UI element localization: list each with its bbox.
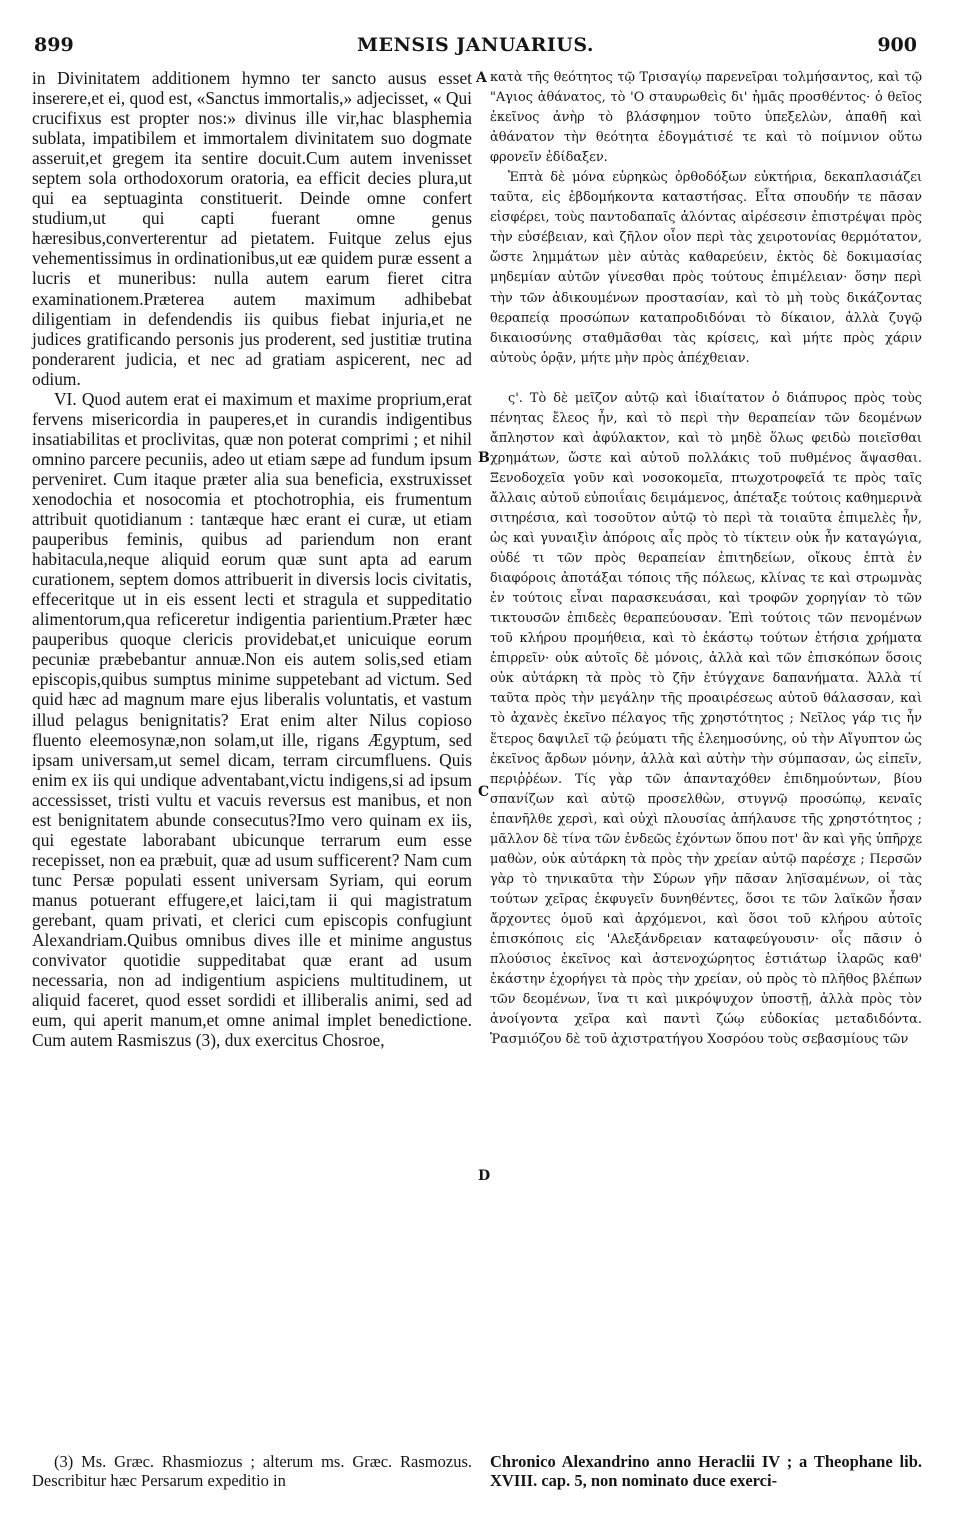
page-number-left: 899 bbox=[34, 34, 74, 56]
margin-letter-a: A bbox=[476, 70, 487, 86]
margin-letter-d: D bbox=[478, 1168, 491, 1184]
greek-paragraph-2: Ἑπτὰ δὲ μόνα εὑρηκὼς ὀρθοδόξων εὐκτήρια, δεκαπλασιάζει ταῦτα, εἰς ἑβδομήκοντα καταστήσας. Εἶτα σπουδήν τε πᾶσαν εἰσφέρει, τοὺς παντοδαπαῖς ἁλόντας αἱρέσεσιν ἐπιστρέψαι πρὸς τὴν εὐσέβειαν, καὶ ζῆλον οἷον περὶ τὰς χειροτονίας θερμότατον, ὥστε λημμάτων μὲν αὐτὰς καθαρεύειν, ἐκτὸς δὲ δοκιμασίας μηδεμίαν αὐτῶν γίνεσθαι πρὸς τούτους ἐπιμέλειαν· ὅσην περὶ τὴν τῶν ἀδικουμένων προστασίαν, καὶ τὸ μὴ τοὺς δικάζοντας θεραπείᾳ προσώπων καταπροδιδόναι τὸ δίκαιον, ἀλλὰ ζυγῷ δικαιοσύνης σταθμᾶσθαι τὰς κρίσεις, καὶ μήτε πρὸς χάριν αὐτοὺς ὁρᾷν, μήτε μὴν πρὸς ἀπέχθειαν. bbox=[490, 170, 922, 366]
margin-letter-c: C bbox=[478, 784, 490, 800]
latin-paragraph-2: VI. Quod autem erat ei maximum et maxime proprium,erat fervens misericordia in pauperes,et in curandis indigentibus insatiabilitas et proclivitas, quæ non poterat comprimi ; et nihil omnino parcere pecuniis, adeo ut etiam sæpe ad fundum ipsum perveniret. Cum itaque præter alia sua beneficia, exstruxisset xenodochia et nosocomia et ptochotrophia, eis frumentum attribuit quotidianum : tantæque hæc erant ei curæ, ut etiam pauperibus feminis, quibus ad pariendum non erant habitacula,neque aliquid eorum quæ sunt apta ad earum curationem, septem domos attribuerit in diversis locis civitatis, effeceritque ut in eis essent lecti et stragula et suppeditatio alimentorum,qua reficeretur indigentia parientium.Præter hæc pauperibus quoque clericis providebat,et unicuique eorum pecuniæ præbebantur annuæ.Non eis autem solis,sed etiam episcopis,quibus sumptus minime suppetebant ad victum. Sed quid hæc ad magnum mare ejus liberalis voluntatis, et vastum illud pelagus benignitatis? Erat enim alter Nilus copioso fluento eleemosynæ,non solam,ut ille, rigans Ægyptum, sed ipsam universam,ut semel dicam, terram circumfluens. Quis enim ex iis qui undique adventabant,victu indigens,si ad ipsum accessisset, tristi vultu et vacuis reversus est manibus, et non est benignitatem abunde consecutus?Imo vero quinam ex iis, qui egestate laborabant ubicunque terrarum eum esse recepisset, non ea præbuit, quæ ad usum sufficerent? Nam cum tunc Persæ populati essent universam Syriam, qui eorum manus potuerant effugere,et laici,tam ii qui magistratum gerebant, quam privati, et clerici cum episcopis confugiunt Alexandriam.Quibus omnibus dives ille et minime angustus convivator quotidie suppeditabat quæ erant ad usum necessaria, non ad indigentium aspiciens multitudinem, ut aliquid faceret, quod esset sordidi et illiberalis animi, sed ad eum, qui aperit manum,et omne animal implet benedictione. Cum autem Rasmiszus (3), dux exercitus Chosroe, bbox=[32, 388, 472, 1051]
page-header bbox=[34, 34, 917, 64]
greek-paragraph-1: κατὰ τῆς θεότητος τῷ Τρισαγίῳ παρενεῖραι τολμήσαντος, καὶ τῷ "Αγιος ἀθάνατος, τὸ 'Ο σταυρωθεὶς δι' ἡμᾶς προσθέντος· ὁ θεῖος ἐκεῖνος ἀνὴρ τὸ βλάσφημον τοῦτο ὑπεξελὼν, ἀπαθῆ καὶ ἀθάνατον τὴν θεότητα ἐδογμάτισέ τε καὶ τὸ ποίμνιον οὕτω φρονεῖν ἐδίδαξεν. bbox=[490, 70, 922, 166]
greek-paragraph-3: ς'. Τὸ δὲ μεῖζον αὐτῷ καὶ ἰδιαίτατον ὁ διάπυρος πρὸς τοὺς πένητας ἔλεος ἦν, καὶ τὸ περὶ τὴν θεραπείαν τῶν δεομένων ἄπληστον καὶ ἀφύλακτον, καὶ τὸ μηδὲ ὅλως φειδὼ ποιεῖσθαι χρημάτων, ὥστε καὶ αὐτοῦ πολλάκις τοῦ πυθμένος ἅψασθαι. Ξενοδοχεῖα γοῦν καὶ νοσοκομεῖα, πτωχοτροφεῖά τε πρὸς ταῖς ἄλλαις αὐτοῦ εὐποιΐαις δειμάμενος, ἀπέταξε τούτοις καθημερινὰ σιτηρέσια, καὶ τοσοῦτον αὐτῷ τὸ περὶ τὰ τοιαῦτα ἐπιμελὲς ἦν, ὡς καὶ γυναιξὶν ἀπόροις αἷς πρὸς τὸ τίκτειν οὐκ ἦν καταγώγια, οὐδέ τι τῶν πρὸς θεραπείαν ἐπιτηδείων, οἴκους ἑπτὰ ἐν διαφόροις ἀποτάξαι τόποις τῆς πόλεως, κλίνας τε καὶ στρωμνὰς ἐν τούτοις εἶναι παρασκευάσαι, καὶ τροφῶν χορηγίαν τὸ τῶν τικτουσῶν ἐπιδεὲς θεραπεύουσαν. Ἐπὶ τούτοις τῶν πενομένων τοῦ κλήρου προμήθεια, καὶ τὸ ἑκάστῳ τούτων ἐτήσια χρήματα ἐπιρρεῖν· οὐκ αὐτοῖς δὲ μόνοις, ἀλλὰ καὶ τῶν ἐπισκόπων ὅσοις οὐκ αὐτάρκη τὰ πρὸς τὸ ζῆν ἐτύγχανε δαπανήματα. Ἀλλὰ τί ταῦτα πρὸς τὴν μεγάλην τῆς προαιρέσεως αὐτοῦ θάλασσαν, καὶ τὸ ἀχανὲς ἐκεῖνο πέλαγος τῆς χρηστότητος ; Νεῖλος γάρ τις ἦν ἕτερος δαψιλεῖ τῷ ῥεύματι τῆς ἐλεημοσύνης, οὐ τὴν Αἴγυπτον ὡς ἐκεῖνος ἄρδων μόνην, ἀλλὰ καὶ αὐτὴν τὴν σύμπασαν, ὡς εἰπεῖν, περιῤῥέων. Τίς γὰρ τῶν ἁπανταχόθεν ἐπιδημούντων, βίου σπανίζων καὶ αὐτῷ προσελθὼν, στυγνῷ προσώπῳ, κεναῖς ἐπανῆλθε χερσὶ, καὶ οὐχὶ πλουσίας ἀπήλαυσε τῆς χρηστότητος ; μᾶλλον δὲ τίνα τῶν ἐνδεῶς ἐχόντων ὅπου ποτ' ἂν καὶ γῆς ὑπῆρχε μαθὼν, οὐκ αὐτάρκη τὰ πρὸς τὴν χρείαν αὐτῷ παρέσχε ; Περσῶν γὰρ τὸ τηνικαῦτα τὴν Σύρων γῆν πᾶσαν ληϊσαμένων, οἱ τὰς τούτων χεῖρας ἐκφυγεῖν δυνηθέντες, ὅσοι τε τῶν λαϊκῶν ἦσαν ἄρχοντες ὁμοῦ καὶ ἀρχόμενοι, καὶ ὅσοι τοῦ κλήρου αὐτοῖς ἐπισκόποις εἰς 'Αλεξάνδρειαν καταφεύγουσιν· οἷς πᾶσιν ὁ πλούσιος ἐκεῖνος καὶ ἀστενοχώρητος ἑστιάτωρ ἱλαρῶς καθ' ἑκάστην ἐχορήγει τὰ πρὸς τὴν χρείαν, οὐ πρὸς τὸ πλῆθος βλέπων τῶν δεομένων, ἵνα τι καὶ μικρόψυχον ὑποστῇ, ἀλλὰ πρὸς τὸν ἀνοίγοντα χεῖρα καὶ παντὶ ζώῳ εὐδοκίας μεταδιδόντα. Ῥασμιόζου δὲ τοῦ ἀχιστρατήγου Χοσρόου τοὺς σεβασμίους τῶν bbox=[490, 390, 922, 1048]
footnote-right: Chronico Alexandrino anno Heraclii IV ; a Theophane lib. XVIII. cap. 5, non nominato duce exerci- bbox=[490, 1452, 922, 1490]
greek-column bbox=[490, 68, 922, 1050]
page-number-right: 900 bbox=[877, 34, 917, 56]
paragraph-gap bbox=[490, 369, 922, 389]
latin-column bbox=[32, 68, 472, 1050]
footnote-left: (3) Ms. Græc. Rhasmiozus ; alterum ms. Græc. Rasmozus. Describitur hæc Persarum expeditio in bbox=[32, 1452, 472, 1490]
latin-paragraph-1: in Divinitatem additionem hymno ter sancto ausus esset inserere,et ei, quod est, «Sanctus immortalis,» adjecisset, « Qui crucifixus est propter nos:» divinus ille vir,hac blasphemia sublata, impatibilem et immortalem divinitatem suo dogmate asseruit,et gregem ita sentire docuit.Cum autem invenisset septem sola orthodoxorum oratoria, ea efficit decies plura,ut qui ea septuaginta constituerit. Deinde omne confert studium,ut qui capti fuerant omne genus hæresibus,converterentur ad pietatem. Fuitque zelus ejus vehementissimus in ordinationibus,ut eæ quidem puræ essent a lucris et muneribus: nulla autem earum fieret citra examinationem.Præterea autem maximum adhibebat diligentiam in defendendis iis quibus fiebat injuria,et ne judices gratificando personis jus proderent, sed justitiæ trutina ponderarent judicia, et nec ad gratiam aspicerent, nec ad odium. bbox=[32, 68, 472, 389]
running-title: MENSIS JANUARIUS. bbox=[356, 34, 595, 56]
margin-letter-b: B bbox=[478, 450, 490, 466]
